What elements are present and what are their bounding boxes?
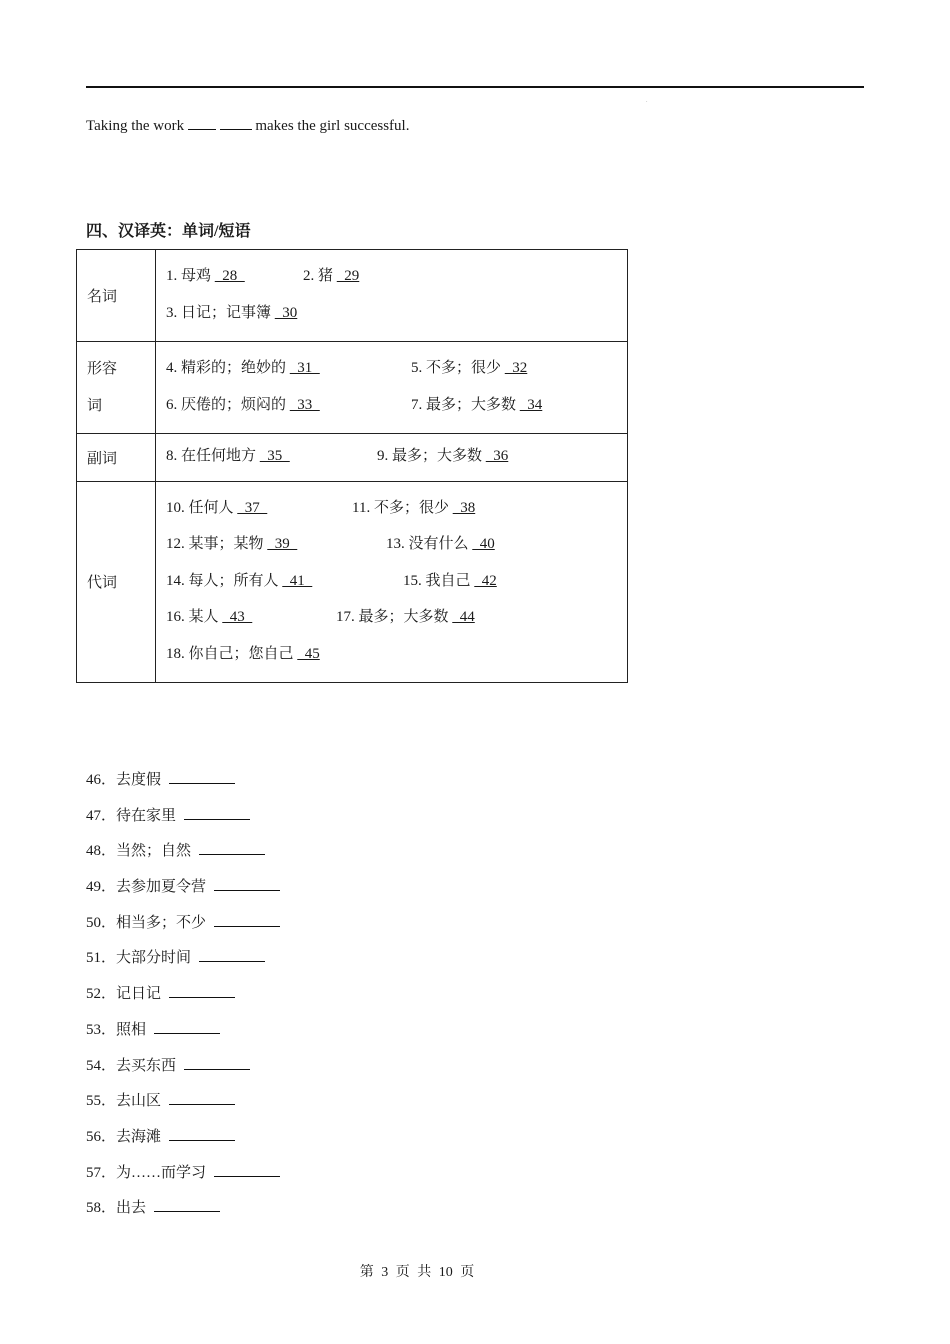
vocab-item-2: 2. 猪 29 bbox=[303, 268, 360, 284]
header-dot: . bbox=[646, 98, 648, 104]
vocab-item-4: 4. 精彩的；绝妙的 31 bbox=[166, 360, 320, 376]
answer-line bbox=[184, 1057, 250, 1070]
vocab-item-6: 6. 厌倦的；烦闷的 33 bbox=[166, 396, 320, 413]
exercise-58: 58．出去 bbox=[86, 1191, 280, 1227]
vocab-item-11: 11. 不多；很少 38 bbox=[352, 499, 476, 516]
adv-row bbox=[77, 434, 628, 482]
vocab-item-7: 7. 最多；大多数 34 bbox=[411, 396, 543, 413]
answer-line bbox=[169, 1092, 235, 1105]
vocab-item-8: 8. 在任何地方 35 bbox=[166, 448, 290, 464]
vocab-item-5: 5. 不多；很少 32 bbox=[411, 360, 528, 376]
exercise-57: 57．为……而学习 bbox=[86, 1156, 280, 1192]
exercise-48: 48．当然；自然 bbox=[86, 834, 280, 870]
vocab-item-9: 9. 最多；大多数 36 bbox=[377, 448, 509, 464]
vocab-item-12: 12. 某事；某物 39 bbox=[166, 536, 298, 552]
exercise-49: 49．去参加夏令营 bbox=[86, 870, 280, 906]
exercise-52: 52．记日记 bbox=[86, 977, 280, 1013]
pron-items bbox=[156, 481, 628, 683]
vocab-item-10: 10. 任何人 37 bbox=[166, 499, 268, 516]
answer-line bbox=[154, 1021, 220, 1034]
header-rule bbox=[86, 86, 864, 88]
exercise-56: 56．去海滩 bbox=[86, 1120, 280, 1156]
exercise-50: 50．相当多；不少 bbox=[86, 906, 280, 942]
category-adj: 形容 词 bbox=[77, 342, 156, 434]
exercise-51: 51．大部分时间 bbox=[86, 941, 280, 977]
section-title: 四、汉译英：单词/短语 bbox=[86, 223, 251, 240]
answer-line bbox=[154, 1199, 220, 1212]
pron-row bbox=[77, 481, 628, 683]
fill-in-sentence bbox=[86, 117, 409, 135]
answer-line bbox=[169, 1128, 235, 1141]
sentence-after: makes the girl successful. bbox=[251, 118, 410, 134]
vocab-item-13: 13. 没有什么 40 bbox=[386, 536, 495, 552]
vocab-item-16: 16. 某人 43 bbox=[166, 609, 253, 625]
exercise-47: 47．待在家里 bbox=[86, 799, 280, 835]
answer-line bbox=[214, 878, 280, 891]
noun-row bbox=[77, 250, 628, 342]
vocab-item-14: 14. 每人；所有人 41 bbox=[166, 572, 313, 589]
answer-line bbox=[214, 914, 280, 927]
exercise-list bbox=[86, 763, 280, 1227]
adj-row bbox=[77, 342, 628, 434]
answer-line bbox=[199, 949, 265, 962]
sentence-blank-1 bbox=[188, 117, 216, 130]
exercise-55: 55．去山区 bbox=[86, 1084, 280, 1120]
vocab-table bbox=[76, 249, 628, 683]
sentence-blank-2 bbox=[220, 117, 252, 130]
vocab-item-3: 3. 日记；记事簿 30 bbox=[166, 304, 298, 321]
answer-line bbox=[184, 807, 250, 820]
category-adv: 副词 bbox=[77, 434, 156, 482]
adj-items bbox=[156, 342, 628, 434]
vocab-item-17: 17. 最多；大多数 44 bbox=[336, 609, 475, 625]
vocab-item-1: 1. 母鸡 28 bbox=[166, 268, 245, 284]
answer-line bbox=[169, 771, 235, 784]
category-pron: 代词 bbox=[77, 481, 156, 683]
vocab-item-18: 18. 你自己；您自己 45 bbox=[166, 645, 320, 662]
exercise-53: 53．照相 bbox=[86, 1013, 280, 1049]
exercise-46: 46．去度假 bbox=[86, 763, 280, 799]
exercise-54: 54．去买东西 bbox=[86, 1049, 280, 1085]
answer-line bbox=[199, 842, 265, 855]
sentence-before: Taking the work bbox=[86, 118, 188, 134]
page-footer: 第 3 页 共 10 页 bbox=[359, 1265, 475, 1280]
answer-line bbox=[169, 985, 235, 998]
adv-items bbox=[156, 434, 628, 482]
vocab-item-15: 15. 我自己 42 bbox=[403, 572, 497, 589]
noun-items bbox=[156, 250, 628, 342]
category-noun: 名词 bbox=[77, 250, 156, 342]
answer-line bbox=[214, 1164, 280, 1177]
